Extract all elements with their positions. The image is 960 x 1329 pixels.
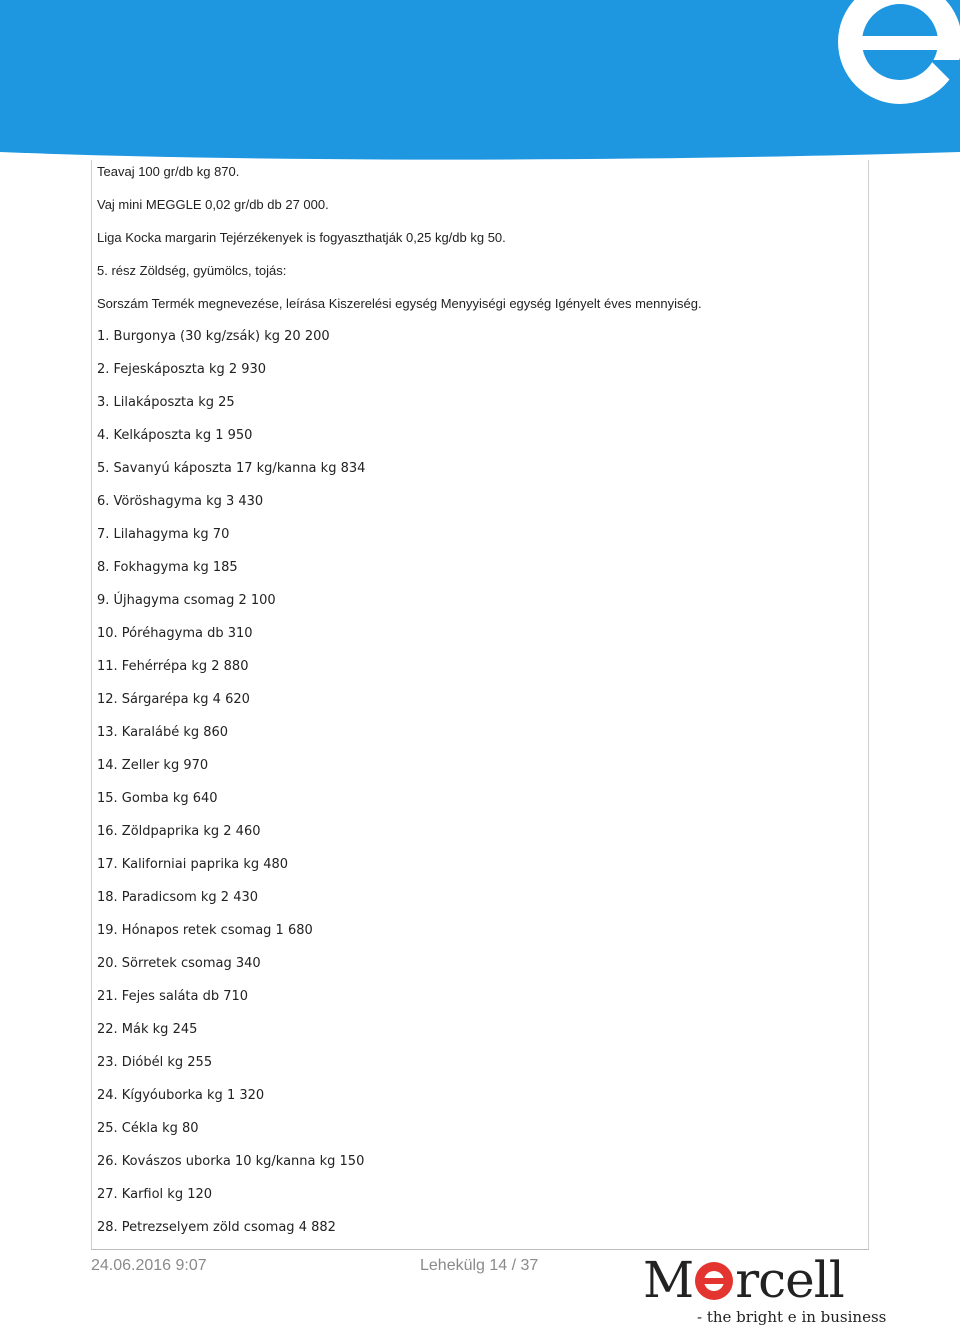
brand-logo — [643, 1251, 887, 1329]
document-line: 15. Gomba kg 640 — [97, 791, 218, 806]
document-line: 2. Fejeskáposzta kg 2 930 — [97, 362, 267, 377]
document-line: 16. Zöldpaprika kg 2 460 — [97, 824, 261, 839]
footer-date: 24.06.2016 9:07 — [91, 1257, 207, 1274]
document-line: Teavaj 100 gr/db kg 870. — [97, 164, 240, 179]
document-line: 26. Kovászos uborka 10 kg/kanna kg 150 — [97, 1154, 365, 1169]
bright-e-logo-icon — [694, 1261, 734, 1301]
document-line: 14. Zeller kg 970 — [97, 758, 209, 773]
document-line: 18. Paradicsom kg 2 430 — [97, 890, 259, 905]
document-line: 28. Petrezselyem zöld csomag 4 882 — [97, 1220, 336, 1235]
document-line: 8. Fokhagyma kg 185 — [97, 560, 238, 575]
document-body — [97, 164, 857, 1253]
document-line: 25. Cékla kg 80 — [97, 1121, 199, 1136]
document-line: 3. Lilakáposzta kg 25 — [97, 395, 235, 410]
document-line: 1. Burgonya (30 kg/zsák) kg 20 200 — [97, 329, 330, 344]
document-line: 20. Sörretek csomag 340 — [97, 956, 261, 971]
document-line: 9. Újhagyma csomag 2 100 — [97, 593, 276, 608]
footer-divider — [91, 1249, 869, 1250]
brand-tagline: - the bright e in business — [697, 1308, 887, 1326]
header-band — [0, 0, 960, 165]
document-line: 23. Dióbél kg 255 — [97, 1055, 213, 1070]
header-graphic — [0, 0, 960, 165]
document-line: 5. Savanyú káposzta 17 kg/kanna kg 834 — [97, 461, 366, 476]
document-line: Vaj mini MEGGLE 0,02 gr/db db 27 000. — [97, 197, 329, 212]
document-line: 12. Sárgarépa kg 4 620 — [97, 692, 250, 707]
document-line: 5. rész Zöldség, gyümölcs, tojás: — [97, 263, 287, 278]
document-line: 7. Lilahagyma kg 70 — [97, 527, 230, 542]
document-line: 10. Póréhagyma db 310 — [97, 626, 253, 641]
document-line: 27. Karfiol kg 120 — [97, 1187, 213, 1202]
document-line: 21. Fejes saláta db 710 — [97, 989, 249, 1004]
document-line: 22. Mák kg 245 — [97, 1022, 198, 1037]
document-line: 11. Fehérrépa kg 2 880 — [97, 659, 249, 674]
document-line: 4. Kelkáposzta kg 1 950 — [97, 428, 253, 443]
document-line: 24. Kígyóuborka kg 1 320 — [97, 1088, 265, 1103]
document-line: Sorszám Termék megnevezése, leírása Kiszerelési egység Menyyiségi egység Igényelt éves mennyiség. — [97, 296, 702, 311]
brand-name-prefix: M — [643, 1251, 694, 1309]
document-line: 6. Vöröshagyma kg 3 430 — [97, 494, 264, 509]
document-line: 19. Hónapos retek csomag 1 680 — [97, 923, 313, 938]
document-line: Liga Kocka margarin Tejérzékenyek is fogyaszthatják 0,25 kg/db kg 50. — [97, 230, 506, 245]
document-line: 13. Karalábé kg 860 — [97, 725, 229, 740]
brand-wordmark — [643, 1251, 844, 1309]
footer-page-number: Lehekülg 14 / 37 — [420, 1257, 539, 1274]
document-line: 17. Kaliforniai paprika kg 480 — [97, 857, 289, 872]
brand-name-suffix: rcell — [735, 1251, 844, 1309]
